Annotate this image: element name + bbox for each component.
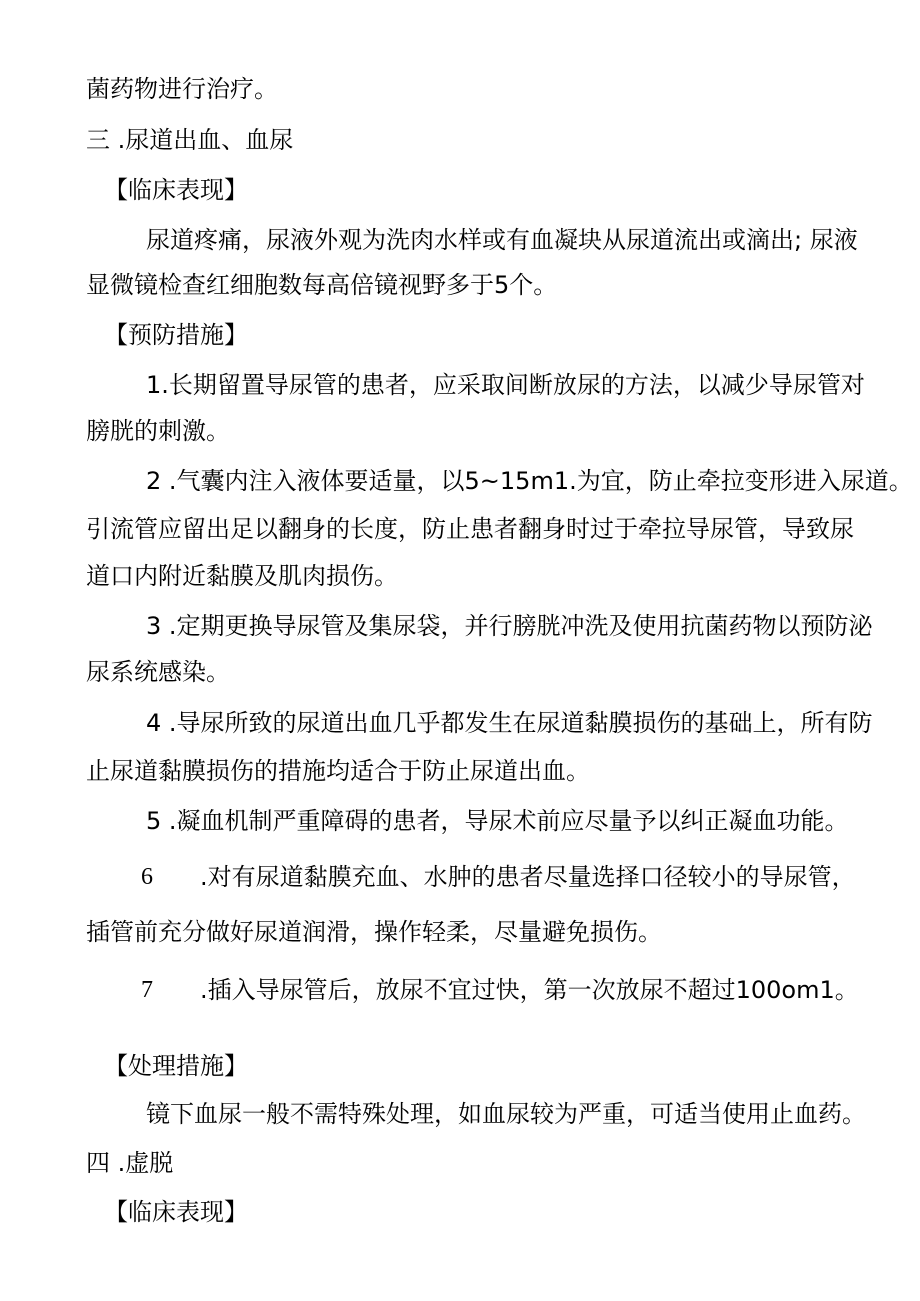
text-line: 插管前充分做好尿道润滑，操作轻柔，尽量避免损伤。: [86, 918, 662, 946]
text-line: 菌药物进行治疗。: [86, 75, 278, 103]
text-line: 1.长期留置导尿管的患者，应采取间断放尿的方法，以减少导尿管对: [146, 371, 865, 399]
subheading: 【临床表现】: [104, 176, 248, 204]
text-line: 尿道疼痛，尿液外观为洗肉水样或有血凝块从尿道流出或滴出; 尿液: [146, 226, 858, 254]
section-heading: 四 .虚脱: [86, 1149, 174, 1177]
text-line: 显微镜检查红细胞数每高倍镜视野多于5个。: [86, 271, 558, 299]
text-line: 止尿道黏膜损伤的措施均适合于防止尿道出血。: [86, 757, 590, 785]
text-line: 3 .定期更换导尿管及集尿袋，并行膀胱冲洗及使用抗菌药物以预防泌: [146, 612, 873, 640]
text-line: 膀胱的刺激。: [86, 417, 230, 445]
text-line: 4 .导尿所致的尿道出血几乎都发生在尿道黏膜损伤的基础上，所有防: [146, 709, 873, 737]
text-line: 5 .凝血机制严重障碍的患者，导尿术前应尽量予以纠正凝血功能。: [146, 807, 849, 835]
section-heading: 三 .尿道出血、血尿: [86, 126, 294, 154]
text-line: 道口内附近黏膜及肌肉损伤。: [86, 562, 398, 590]
text-line: .对有尿道黏膜充血、水肿的患者尽量选择口径较小的导尿管，: [200, 863, 856, 891]
list-number: 6: [141, 864, 153, 890]
text-line: 引流管应留出足以翻身的长度，防止患者翻身时过于牵拉导尿管，导致尿: [86, 515, 854, 543]
text-line: 2 .气囊内注入液体要适量，以5~15m1.为宜，防止牵拉变形进入尿道。: [146, 467, 913, 495]
subheading: 【处理措施】: [104, 1052, 248, 1080]
subheading: 【预防措施】: [104, 321, 248, 349]
text-line: .插入导尿管后，放尿不宜过快，第一次放尿不超过100om1。: [200, 976, 859, 1004]
list-number: 7: [141, 977, 153, 1003]
text-line: 镜下血尿一般不需特殊处理，如血尿较为严重，可适当使用止血药。: [146, 1100, 866, 1128]
subheading: 【临床表现】: [104, 1198, 248, 1226]
text-line: 尿系统感染。: [86, 658, 230, 686]
